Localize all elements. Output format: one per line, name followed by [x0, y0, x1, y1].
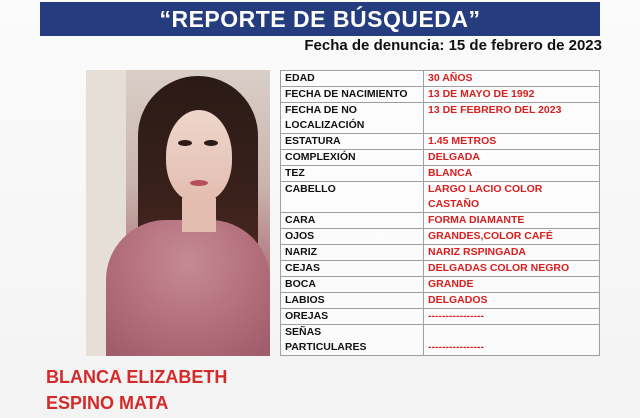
header-bar — [40, 2, 600, 36]
detail-value: FORMA DIAMANTE — [424, 213, 600, 229]
report-title: “REPORTE DE BÚSQUEDA” — [159, 5, 481, 32]
detail-value: 13 DE FEBRERO DEL 2023 — [424, 103, 600, 134]
details-row — [281, 293, 600, 309]
report-date: Fecha de denuncia: 15 de febrero de 2023 — [304, 37, 602, 54]
detail-label: SEÑAS PARTICULARES — [281, 325, 424, 356]
detail-value: ---------------- — [424, 309, 600, 325]
details-row — [281, 261, 600, 277]
detail-label: CABELLO — [281, 182, 424, 213]
details-row — [281, 213, 600, 229]
detail-label: TEZ — [281, 166, 424, 182]
detail-value: DELGADA — [424, 150, 600, 166]
detail-value: BLANCA — [424, 166, 600, 182]
details-row — [281, 134, 600, 150]
details-row — [281, 229, 600, 245]
detail-value: DELGADAS COLOR NEGRO — [424, 261, 600, 277]
detail-value: DELGADOS — [424, 293, 600, 309]
missing-person-photo — [86, 70, 270, 356]
details-table — [280, 70, 600, 356]
detail-label: EDAD — [281, 71, 424, 87]
detail-label: CARA — [281, 213, 424, 229]
detail-value: LARGO LACIO COLOR CASTAÑO — [424, 182, 600, 213]
detail-value: NARIZ RSPINGADA — [424, 245, 600, 261]
detail-value: 1.45 METROS — [424, 134, 600, 150]
details-row — [281, 71, 600, 87]
details-row — [281, 182, 600, 213]
detail-label: OJOS — [281, 229, 424, 245]
detail-value: 13 DE MAYO DE 1992 — [424, 87, 600, 103]
detail-label: COMPLEXIÓN — [281, 150, 424, 166]
detail-value: 30 AÑOS — [424, 71, 600, 87]
person-name-line2: ESPINO MATA — [46, 393, 169, 413]
person-name — [46, 364, 227, 416]
details-row — [281, 309, 600, 325]
detail-label: BOCA — [281, 277, 424, 293]
detail-label: NARIZ — [281, 245, 424, 261]
detail-value: GRANDES,COLOR CAFÉ — [424, 229, 600, 245]
details-row — [281, 166, 600, 182]
details-row — [281, 87, 600, 103]
detail-label: CEJAS — [281, 261, 424, 277]
details-row — [281, 325, 600, 356]
detail-label: LABIOS — [281, 293, 424, 309]
detail-value: GRANDE — [424, 277, 600, 293]
detail-label: ESTATURA — [281, 134, 424, 150]
details-row — [281, 103, 600, 134]
details-row — [281, 150, 600, 166]
details-row — [281, 245, 600, 261]
detail-label: FECHA DE NO LOCALIZACIÓN — [281, 103, 424, 134]
person-name-line1: BLANCA ELIZABETH — [46, 367, 228, 387]
detail-label: FECHA DE NACIMIENTO — [281, 87, 424, 103]
detail-value: ---------------- — [424, 325, 600, 356]
detail-label: OREJAS — [281, 309, 424, 325]
details-row — [281, 277, 600, 293]
